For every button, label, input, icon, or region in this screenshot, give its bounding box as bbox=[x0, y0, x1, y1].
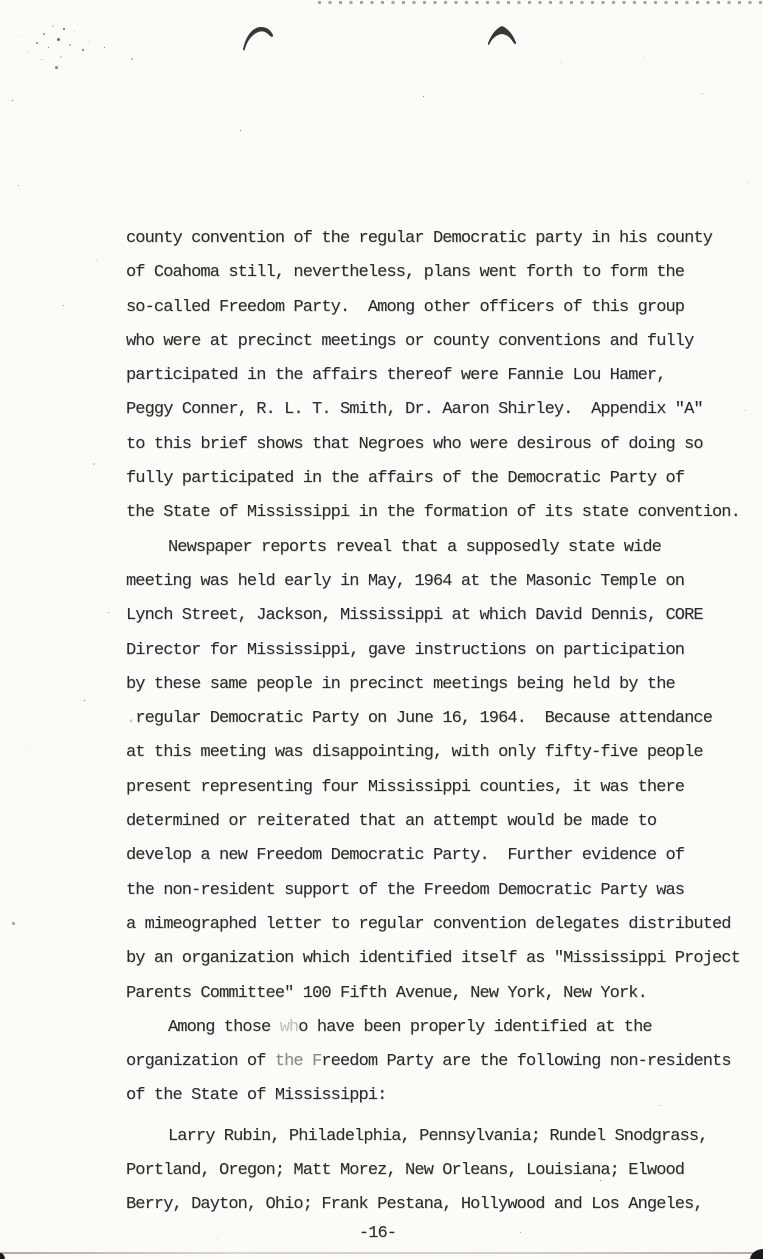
text-segment: F bbox=[312, 1052, 322, 1072]
noise-speck bbox=[423, 96, 424, 97]
noise-speck bbox=[12, 100, 13, 101]
text-segment bbox=[303, 1052, 312, 1071]
noise-speck bbox=[84, 700, 85, 701]
text-segment: meeting was held early in May, 1964 at the Masonic Temple on bbox=[126, 571, 685, 591]
text-line bbox=[126, 393, 763, 427]
noise-speck bbox=[89, 41, 90, 42]
text-line bbox=[126, 565, 763, 599]
text-line bbox=[126, 1120, 763, 1154]
noise-speck bbox=[63, 305, 64, 306]
text-line bbox=[126, 1154, 763, 1188]
text-segment: Parents Committee" 100 Fifth Avenue, New York, New York. bbox=[126, 983, 647, 1003]
text-line bbox=[126, 805, 763, 839]
noise-speck bbox=[240, 130, 241, 131]
text-line bbox=[126, 977, 763, 1011]
text-line bbox=[126, 325, 763, 359]
text-line bbox=[126, 531, 763, 565]
noise-speck bbox=[30, 745, 31, 746]
text-line bbox=[126, 599, 763, 633]
noise-speck bbox=[52, 25, 54, 27]
noise-speck bbox=[41, 59, 42, 60]
text-segment: the non-resident support of the Freedom Democratic Party was bbox=[126, 880, 685, 900]
noise-speck bbox=[63, 28, 65, 30]
text-segment: fully participated in the affairs of the Democratic Party of bbox=[126, 469, 685, 489]
text-segment: who were at precinct meetings or county conventions and fully bbox=[126, 331, 694, 351]
text-line bbox=[126, 1188, 763, 1222]
text-segment: to this brief shows that Negroes who were desirous of doing so bbox=[126, 434, 703, 454]
noise-speck bbox=[93, 463, 95, 465]
text-segment: the State of Mississippi in the formation of its state convention. bbox=[126, 503, 740, 523]
text-segment: . bbox=[126, 709, 136, 729]
noise-speck bbox=[748, 182, 749, 183]
noise-speck bbox=[28, 52, 29, 53]
noise-speck bbox=[18, 185, 19, 186]
text-line bbox=[126, 668, 763, 702]
noise-speck bbox=[561, 62, 562, 63]
text-segment: county convention of the regular Democratic party in his county bbox=[126, 229, 713, 248]
text-segment: o have been properly identified at the bbox=[298, 1017, 652, 1037]
text-line bbox=[126, 1011, 763, 1045]
text-segment: Newspaper reports reveal that a supposedly state wide bbox=[168, 537, 661, 557]
text-segment: Among those bbox=[168, 1017, 280, 1037]
text-line bbox=[126, 771, 763, 805]
noise-speck bbox=[12, 922, 15, 925]
noise-speck bbox=[43, 33, 45, 35]
noise-speck bbox=[74, 31, 75, 32]
text-segment: present representing four Mississippi counties, it was there bbox=[126, 777, 685, 797]
text-line bbox=[126, 359, 763, 393]
text-segment: Portland, Oregon; Matt Morez, New Orleans, Louisiana; Elwood bbox=[126, 1161, 685, 1181]
text-line bbox=[126, 1045, 763, 1079]
text-segment: determined or reiterated that an attempt would be made to bbox=[126, 812, 657, 832]
text-line bbox=[126, 222, 763, 256]
text-line bbox=[126, 291, 763, 325]
noise-speck bbox=[104, 47, 105, 48]
text-segment: reedom Party are the following non-residents bbox=[321, 1052, 731, 1072]
text-line bbox=[126, 1079, 763, 1113]
text-segment: by these same people in precinct meetings being held by the bbox=[126, 674, 675, 694]
noise-speck bbox=[57, 38, 60, 41]
text-line bbox=[126, 908, 763, 942]
text-segment: of the State of Mississippi: bbox=[126, 1086, 387, 1106]
text-segment: a mimeographed letter to regular convention delegates distributed bbox=[126, 914, 731, 934]
noise-speck bbox=[48, 47, 49, 48]
perforation-dots-icon bbox=[318, 1, 763, 4]
text-line bbox=[126, 428, 763, 462]
scan-bottom-edge-line bbox=[0, 1252, 763, 1254]
text-segment: so-called Freedom Party. Among other officers of this group bbox=[126, 297, 685, 317]
text-segment: participated in the affairs thereof were Fannie Lou Hamer, bbox=[126, 366, 666, 386]
text-line bbox=[126, 736, 763, 770]
text-line bbox=[126, 942, 763, 976]
scan-corner-mark bbox=[750, 1249, 763, 1259]
noise-speck bbox=[644, 57, 645, 58]
text-segment: Lynch Street, Jackson, Mississippi at which David Dennis, CORE bbox=[126, 606, 703, 626]
text-line bbox=[126, 839, 763, 873]
text-line bbox=[126, 256, 763, 290]
text-segment: of Coahoma still, nevertheless, plans went forth to form the bbox=[126, 263, 685, 283]
text-segment: by an organization which identified itself as "Mississippi Project bbox=[126, 949, 740, 969]
noise-speck bbox=[21, 36, 22, 37]
noise-speck bbox=[96, 260, 97, 261]
text-line bbox=[126, 496, 763, 530]
text-segment: develop a new Freedom Democratic Party. Further evidence of bbox=[126, 846, 685, 866]
text-line bbox=[126, 634, 763, 668]
binder-mark-icon bbox=[486, 25, 518, 49]
text-segment: the bbox=[274, 1052, 303, 1072]
text-segment: Peggy Conner, R. L. T. Smith, Dr. Aaron Shirley. Appendix "A" bbox=[126, 400, 703, 420]
text-segment: regular Democratic Party on June 16, 1964. Because attendance bbox=[135, 709, 713, 729]
binder-mark-icon bbox=[242, 25, 276, 51]
text-segment: organization of bbox=[126, 1052, 275, 1072]
document-body-text bbox=[126, 222, 763, 1223]
text-line bbox=[126, 702, 763, 736]
text-segment: wh bbox=[279, 1017, 299, 1037]
text-segment: at this meeting was disappointing, with only fifty-five people bbox=[126, 743, 703, 763]
text-line bbox=[126, 462, 763, 496]
noise-speck bbox=[131, 58, 133, 60]
noise-speck bbox=[55, 66, 58, 69]
noise-speck bbox=[108, 612, 109, 613]
text-line bbox=[126, 874, 763, 908]
noise-speck bbox=[69, 44, 71, 46]
text-segment: Larry Rubin, Philadelphia, Pennsylvania; Rundel Snodgrass, bbox=[168, 1126, 708, 1146]
noise-speck bbox=[82, 49, 84, 51]
noise-speck bbox=[60, 56, 62, 58]
page-number: -16- bbox=[358, 1224, 397, 1243]
noise-speck bbox=[702, 93, 703, 94]
text-segment: Berry, Dayton, Ohio; Frank Pestana, Hollywood and Los Angeles, bbox=[126, 1195, 703, 1215]
noise-speck bbox=[36, 42, 38, 44]
text-segment: Director for Mississippi, gave instructions on participation bbox=[126, 640, 685, 660]
